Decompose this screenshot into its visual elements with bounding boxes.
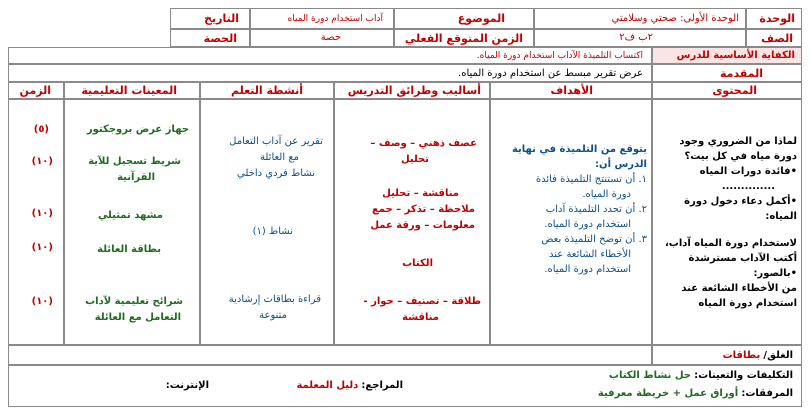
activities-header: أنشطة التعلم	[230, 84, 303, 97]
unit-value: الوحدة الأولى: صحتي وسلامتي	[611, 13, 739, 24]
content-dua-line2: المياه:	[765, 211, 797, 222]
competency-value: اكتساب التلميذة الآداب استخدام دورة المياه.	[476, 51, 643, 61]
time-3: (١٠)	[31, 208, 53, 219]
activity-3-line2: متنوعة	[259, 310, 287, 321]
activity-1-line2: مع العائلة	[259, 152, 299, 163]
objective-3-line3: استخدام دورة المياه.	[544, 264, 631, 275]
objective-2-line2: استخدام دورة المياه.	[544, 219, 631, 230]
closing	[723, 350, 793, 361]
time-value-cell	[250, 29, 394, 47]
activity-3-line1: قراءة بطاقات إرشادية	[228, 294, 321, 305]
intro-label: المقدمة	[719, 67, 763, 80]
references-value: دليل المعلمة	[296, 380, 359, 391]
time-header-cell	[8, 82, 64, 99]
unit-value-cell	[534, 8, 746, 29]
objectives-intro-line1: يتوقع من التلميذة في نهاية	[511, 144, 647, 155]
objective-2-line1: ٢. أن تحدد التلميذة آداب	[545, 204, 647, 215]
objectives-intro-line2: الدرس أن:	[595, 159, 647, 170]
time-label: الزمن المتوقع الفعلي	[404, 32, 523, 45]
objective-3-line2: الأخطاء الشائعة عند	[549, 249, 631, 260]
content-manners-line3: • بالصور:	[753, 268, 797, 279]
time-1: (٥)	[33, 124, 49, 135]
content-mistakes-line2: استخدام دورة المياه	[698, 298, 797, 309]
internet-label: الإنترنت:	[165, 380, 209, 391]
methods-column	[334, 99, 490, 345]
intro-value: عرض تقرير مبسط عن استخدام دورة المياه.	[458, 68, 643, 79]
period-label: الحصة	[203, 32, 237, 45]
date-label: التاريخ	[204, 12, 239, 25]
attachments	[598, 388, 793, 399]
aid-5-line2: التعامل مع العائلة	[94, 312, 181, 323]
method-2-line1: مناقشة – تحليل	[382, 188, 459, 199]
activities-header-cell	[200, 82, 334, 99]
content-mistakes-line1: من الأخطاء الشائعة عند	[681, 283, 797, 294]
methods-header-cell	[334, 82, 490, 99]
objective-3-line1: ٣. أن توضح التلميذة بعض	[541, 234, 647, 245]
time-label-cell	[394, 29, 534, 47]
intro-value-cell	[8, 64, 652, 82]
unit-label-cell	[746, 8, 802, 29]
references	[296, 380, 403, 391]
method-3: الكتاب	[402, 258, 433, 269]
assignments-value: حل نشاط الكتاب	[608, 370, 691, 381]
closing-value: بطاقات	[722, 350, 761, 361]
closing-cell	[652, 345, 802, 365]
objectives-header-cell	[490, 82, 652, 99]
competency-label-cell	[652, 47, 802, 64]
content-header-cell	[652, 82, 802, 99]
topic-value: آداب استخدام دورة المياه	[287, 14, 383, 24]
intro-label-cell	[652, 64, 802, 82]
objectives-header: الأهداف	[550, 84, 593, 97]
closing-blank-cell	[8, 345, 652, 365]
content-manners-line1: لاستخدام دورة المياه آداب،	[664, 238, 797, 249]
period-label-cell	[170, 29, 250, 47]
aid-2-line2: القرآنية	[117, 172, 155, 183]
class-label-cell	[746, 29, 802, 47]
class-label: الصف	[761, 32, 793, 45]
activity-2: نشاط (١)	[252, 226, 293, 237]
topic-label: الموضوع	[457, 12, 505, 25]
time-4: (١٠)	[31, 242, 53, 253]
methods-header: أساليب وطرائق التدريس	[347, 84, 481, 97]
method-4-line2: مناقشة	[402, 312, 439, 323]
aids-column	[64, 99, 200, 345]
aid-4: بطاقة العائلة	[97, 244, 161, 255]
topic-label-cell	[394, 8, 534, 29]
closing-label: الغلق/	[763, 350, 793, 361]
content-manners-line2: أكتب الآداب مسترشدة	[688, 253, 797, 264]
topic-value-cell	[250, 8, 394, 29]
method-4-line1: طلاقة – تصنيف – حوار -	[363, 296, 481, 307]
competency-label: الكفاية الأساسية للدرس	[676, 50, 795, 61]
objective-1-line2: دورة المياه.	[582, 189, 631, 200]
attachments-label: المرفقات:	[741, 388, 793, 399]
method-1-line1: عصف ذهني – وصف –	[370, 138, 477, 149]
objectives-text	[493, 142, 647, 277]
competency-value-cell	[8, 47, 652, 64]
time-header: الزمن	[19, 84, 51, 97]
assignments-label: التكليفات والتعينات:	[694, 370, 793, 381]
activity-1-line1: تقرير عن آداب التعامل	[229, 136, 323, 147]
aids-header-cell	[64, 82, 200, 99]
content-bullet-dua: • أكمل دعاء دخول دورة	[684, 196, 797, 207]
activities-column	[200, 99, 334, 345]
time-5: (١٠)	[31, 296, 53, 307]
time-value: حصة	[320, 32, 341, 43]
aid-3: مشهد تمثيلي	[97, 210, 163, 221]
objectives-column	[490, 99, 652, 345]
attachments-value: أوراق عمل + خريطة معرفية	[597, 388, 739, 399]
activity-1-line3: نشاط فردي داخلي	[237, 168, 315, 179]
method-1-line2: تحليل	[400, 154, 429, 165]
content-bullet-benefit: • فائدة دورات المياه	[700, 166, 797, 177]
date-label-cell	[170, 8, 250, 29]
class-value: ٢ب ف٢	[619, 32, 653, 43]
class-value-cell	[534, 29, 746, 47]
unit-label: الوحدة	[759, 12, 795, 25]
time-2: (١٠)	[31, 156, 53, 167]
content-question-line1: لماذا من الضروري وجود	[679, 136, 797, 147]
aid-1: جهاز عرض بروجكتور	[86, 124, 189, 135]
assignments	[609, 370, 793, 381]
content-header: المحتوى	[712, 84, 757, 97]
content-column	[652, 99, 802, 345]
references-label: المراجع:	[361, 380, 403, 391]
content-text	[653, 134, 797, 311]
method-2-line3: معلومات – ورقة عمل	[370, 220, 475, 231]
content-question-line2: دورة مياه في كل بيت؟	[684, 151, 797, 162]
time-column	[8, 99, 64, 345]
aid-2-line1: شريط تسجيل للآية	[88, 156, 181, 167]
footer-cell	[8, 365, 802, 407]
aids-header: المعينات التعليمية	[81, 84, 177, 97]
content-dots: ..............	[721, 181, 775, 192]
objective-1-line1: ١. أن تستنتج التلميذة فائدة	[535, 174, 647, 185]
method-2-line2: ملاحظة – تذكر – جمع	[371, 204, 475, 215]
aid-5-line1: شرائح تعليمية لآداب	[85, 296, 183, 307]
